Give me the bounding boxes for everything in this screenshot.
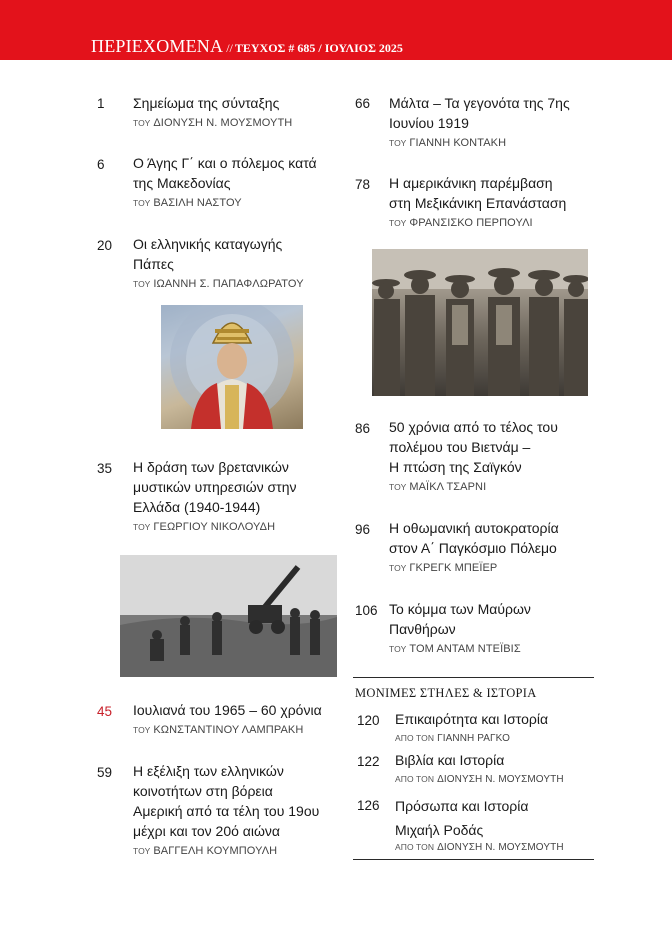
column-author: ΑΠΟ ΤΟΝ ΔΙΟΝΥΣΗ Ν. ΜΟΥΣΜΟΥΤΗ <box>395 842 564 853</box>
page-number: 122 <box>357 754 380 769</box>
article-author: ΤΟΥ ΔΙΟΝΥΣΗ Ν. ΜΟΥΣΜΟΥΤΗ <box>133 117 293 129</box>
anti-aircraft-gun-photo <box>120 555 337 677</box>
article-author: ΤΟΥ ΒΑΓΓΕΛΗ ΚΟΥΜΠΟΥΛΗ <box>133 845 278 857</box>
column-title: Βιβλία και Ιστορία <box>395 752 505 768</box>
article-author: ΤΟΥ ΤΟΜ ΑΝΤΑΜ ΝΤΕΪΒΙΣ <box>389 643 521 655</box>
column-title: Επικαιρότητα και Ιστορία <box>395 711 549 727</box>
section-title: ΜΟΝΙΜΕΣ ΣΤΗΛΕΣ & ΙΣΤΟΡΙΑ <box>355 686 537 700</box>
page-number: 120 <box>357 713 380 728</box>
section-bottom-rule <box>353 859 594 860</box>
article-author: ΤΟΥ ΙΩΑΝΝΗ Σ. ΠΑΠΑΦΛΩΡΑΤΟΥ <box>133 278 304 290</box>
column-title: Πρόσωπα και Ιστορία Μιχαήλ Ροδάς <box>395 798 529 838</box>
header-text <box>91 36 403 57</box>
page-number: 78 <box>355 177 371 192</box>
article-author: ΤΟΥ ΚΩΝΣΤΑΝΤΙΝΟΥ ΛΑΜΠΡΑΚΗ <box>133 724 304 736</box>
column-author: ΑΠΟ ΤΟΝ ΓΙΑΝΝΗ ΡΑΓΚΟ <box>395 733 510 744</box>
article-title: Το κόμμα των Μαύρων Πανθήρων <box>389 601 531 637</box>
article-author: ΤΟΥ ΓΙΑΝΝΗ ΚΟΝΤΑΚΗ <box>389 137 507 149</box>
article-title: Η δράση των βρετανικών μυστικών υπηρεσιών στην Ελλάδα (1940-1944) <box>133 459 297 515</box>
pope-portrait <box>161 305 303 429</box>
page-number: 20 <box>97 238 113 253</box>
article-title: Μάλτα – Τα γεγονότα της 7ης Ιουνίου 1919 <box>389 95 570 131</box>
article-title: Ιουλιανά του 1965 – 60 χρόνια <box>133 702 322 718</box>
article-title: Η εξέλιξη των ελληνικών κοινοτήτων στη βόρεια Αμερική από τα τέλη του 19ου μέχρι και τον 20ό αιώνα <box>133 763 320 839</box>
page-number: 66 <box>355 96 371 111</box>
page-number: 106 <box>355 603 378 618</box>
page-number: 35 <box>97 461 113 476</box>
article-title: Ο Άγης Γ΄ και ο πόλεμος κατά της Μακεδονίας <box>133 155 317 191</box>
article-author: ΤΟΥ ΓΚΡΕΓΚ ΜΠΕΪΕΡ <box>389 562 498 574</box>
page-number: 126 <box>357 798 380 813</box>
article-title: 50 χρόνια από το τέλος του πολέμου του Βιετνάμ – Η πτώση της Σαϊγκόν <box>389 419 558 475</box>
page-number: 96 <box>355 522 371 537</box>
page-number: 1 <box>97 96 105 111</box>
article-author: ΤΟΥ ΓΕΩΡΓΙΟΥ ΝΙΚΟΛΟΥΔΗ <box>133 521 276 533</box>
section-top-rule <box>353 677 594 678</box>
header-separator: // <box>226 41 233 55</box>
page-number: 59 <box>97 765 113 780</box>
mexican-revolution-photo <box>372 249 588 396</box>
article-title: Η αμερικάνικη παρέμβαση στη Μεξικάνικη Επανάσταση <box>389 175 567 211</box>
page-number: 86 <box>355 421 371 436</box>
issue-label: ΤΕΥΧΟΣ # 685 / ΙΟΥΛΙΟΣ 2025 <box>234 41 403 55</box>
page-number: 45 <box>97 704 113 719</box>
page-number: 6 <box>97 157 105 172</box>
article-title: Η οθωμανική αυτοκρατορία στον Α΄ Παγκόσμιο Πόλεμο <box>389 520 559 556</box>
article-author: ΤΟΥ ΜΑΪΚΛ ΤΣΑΡΝΙ <box>389 481 487 493</box>
article-author: ΤΟΥ ΒΑΣΙΛΗ ΝΑΣΤΟΥ <box>133 197 242 209</box>
article-title: Σημείωμα της σύνταξης <box>133 95 280 111</box>
column-author: ΑΠΟ ΤΟΝ ΔΙΟΝΥΣΗ Ν. ΜΟΥΣΜΟΥΤΗ <box>395 774 564 785</box>
article-title: Οι ελληνικής καταγωγής Πάπες <box>133 236 283 272</box>
page-title: ΠΕΡΙΕΧΟΜΕΝΑ <box>91 36 224 56</box>
article-author: ΤΟΥ ΦΡΑΝΣΙΣΚΟ ΠΕΡΠΟΥΛΙ <box>389 217 533 229</box>
